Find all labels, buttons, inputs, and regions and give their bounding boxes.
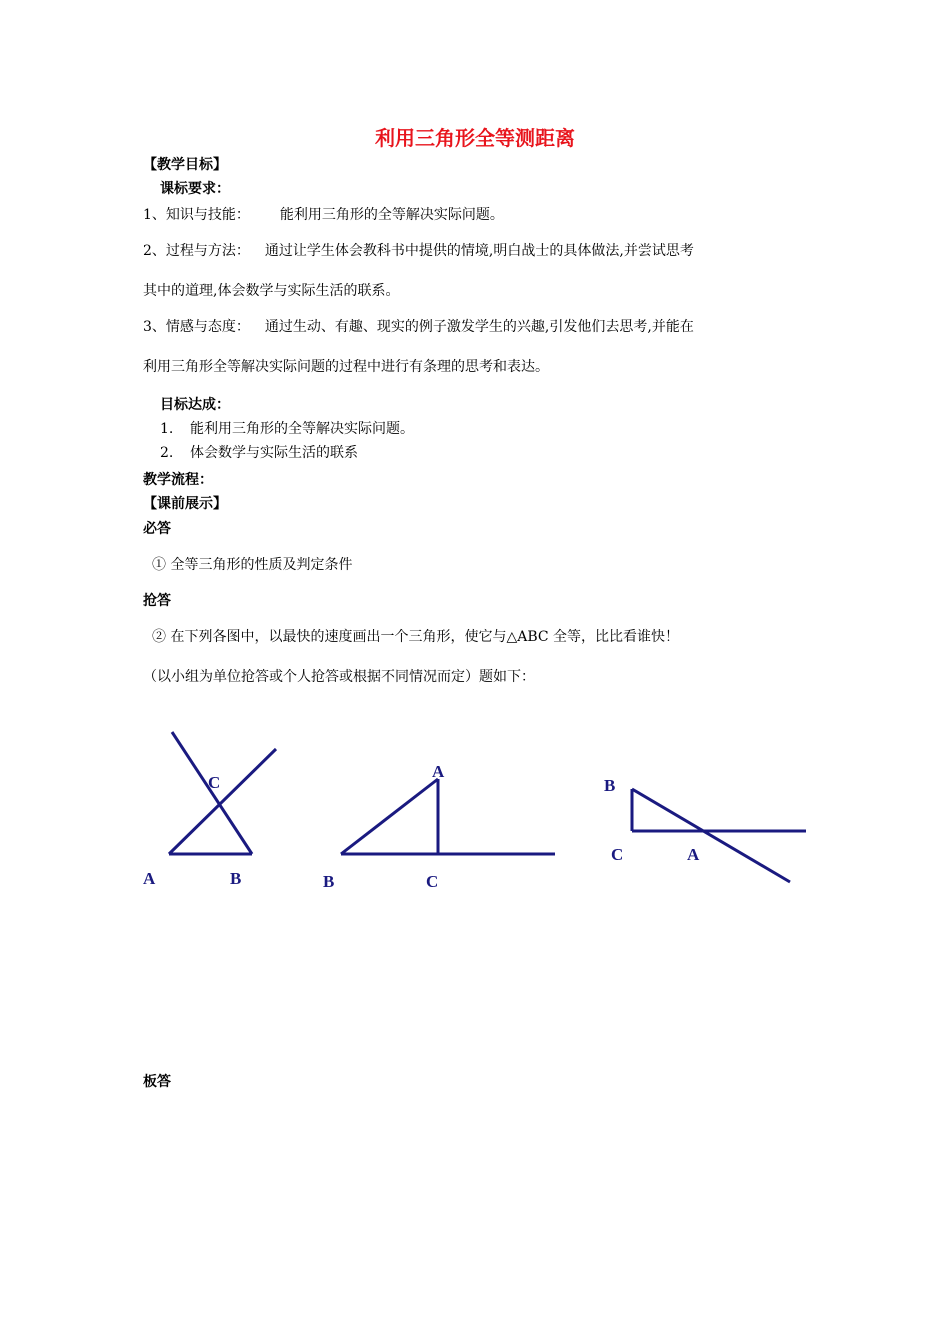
objective-2-text: 通过让学生体会教科书中提供的情境,明白战士的具体做法,并尝试思考 (264, 243, 694, 259)
objective-3-text: 通过生动、有趣、现实的例子激发学生的兴趣,引发他们去思考,并能在 (264, 319, 694, 335)
fig3-label-a: A (687, 845, 700, 864)
objective-2-cont: 其中的道理,体会数学与实际生活的联系。 (143, 283, 400, 299)
goal-2-number: 2. (160, 445, 174, 461)
goal-1-text: 能利用三角形的全等解决实际问题。 (190, 421, 414, 437)
objective-1-label: 1、知识与技能： (143, 207, 250, 223)
objectives-heading: 【教学目标】 (143, 157, 227, 173)
objective-3-cont: 利用三角形全等解决实际问题的过程中进行有条理的思考和表达。 (143, 359, 549, 375)
objective-2-label: 2、过程与方法： (143, 243, 250, 259)
goals-heading: 目标达成： (160, 397, 230, 413)
must-answer-heading: 必答 (143, 521, 171, 537)
fig2-label-c: C (426, 872, 439, 891)
goal-2-text: 体会数学与实际生活的联系 (190, 445, 358, 461)
rush-answer-note: （以小组为单位抢答或个人抢答或根据不同情况而定）题如下： (143, 669, 535, 685)
fig1-label-b: B (230, 869, 242, 888)
fig1-line-ac-extended (169, 749, 276, 854)
fig3-line-ba-extended (632, 789, 790, 882)
figure-2 (323, 762, 555, 891)
goal-1-number: 1. (160, 421, 174, 437)
figure-3 (604, 776, 806, 882)
standard-heading: 课标要求： (160, 181, 230, 197)
rush-answer-heading: 抢答 (143, 593, 171, 609)
flow-heading: 教学流程： (143, 472, 213, 488)
objective-1-text: 能利用三角形的全等解决实际问题。 (279, 207, 504, 223)
fig3-label-c: C (611, 845, 624, 864)
fig2-label-b: B (323, 872, 335, 891)
fig2-label-a: A (432, 762, 445, 781)
must-answer-text: ① 全等三角形的性质及判定条件 (152, 557, 353, 573)
fig1-line-bc-extended (172, 732, 252, 854)
fig1-label-a: A (143, 869, 156, 888)
page-title: 利用三角形全等测距离 (375, 126, 575, 150)
preclass-heading: 【课前展示】 (143, 496, 227, 512)
objective-3-label: 3、情感与态度： (143, 319, 250, 335)
fig1-label-c: C (208, 773, 221, 792)
figure-1 (143, 732, 276, 888)
board-answer-heading: 板答 (143, 1074, 171, 1090)
fig3-label-b: B (604, 776, 616, 795)
fig2-line-ab (341, 779, 438, 854)
rush-answer-text: ② 在下列各图中，以最快的速度画出一个三角形，使它与△ABC 全等，比比看谁快！ (152, 629, 680, 645)
